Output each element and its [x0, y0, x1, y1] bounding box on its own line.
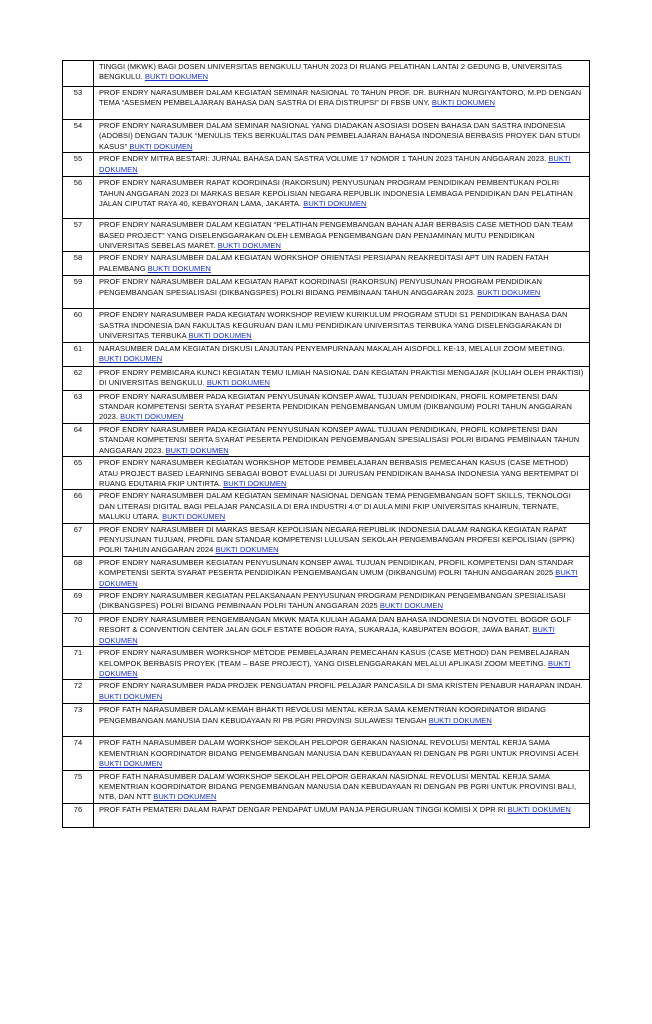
- table-row: [63, 120, 590, 153]
- activity-text: PROF FATH NARASUMBER DALAM WORKSHOP SEKOLAH PELOPOR GERAKAN NASIONAL REVOLUSI MENTAL KERJA SAMA KEMENTRIAN KOORDINATOR BIDANG PENGEMBANGAN MANUSIA DAN KEBUDAYAAN RI DENGAN PB PGRI UNTUK PROVINSI BALI, NTB, DAN NTT: [99, 771, 577, 802]
- bukti-dokumen-link[interactable]: BUKTI DOKUMEN: [99, 625, 555, 645]
- table-row: [63, 589, 590, 613]
- table-row: [63, 309, 590, 342]
- activity-text: PROF FATH NARASUMBER DALAM KEMAH BHAKTI REVOLUSI MENTAL KERJA SAMA KEMENTRIAN KOORDINATOR BIDANG PENGEMBANGAN MANUSIA DAN KEBUDAYAAN RI PB PGRI PROVINSI SULAWESI TENGAH: [99, 705, 546, 725]
- activity-description: [94, 342, 590, 366]
- table-row: [63, 423, 590, 456]
- row-number: 54: [63, 120, 94, 153]
- activity-description: [94, 87, 590, 120]
- activity-description: [94, 737, 590, 770]
- activity-text: PROF ENDRY NARASUMBER DALAM KEGIATAN RAPAT KOORDINASI (RAKORSUN) PENYUSUNAN PROGRAM PENDIDIKAN PENGEMBANGAN SPESIALISASI (DIKBANGSPES) POLRI BIDANG PEMBINAAN TAHUN ANGGARAN 2023.: [99, 277, 542, 297]
- row-number: 68: [63, 556, 94, 589]
- activity-text: PROF ENDRY NARASUMBER RAPAT KOORDINASI (RAKORSUN) PENYUSUNAN PROGRAM PENDIDIKAN PEMBENTUKAN POLRI TAHUN ANGGARAN 2023 DI MARKAS BESAR KEPOLISIAN NEGARA REPUBLIK INDONESIA LEMBAGA PENDIDIKAN DAN PELATIHAN JALAN CIPUTAT RAYA 40, KEBAYORAN LAMA, JAKARTA.: [99, 178, 573, 209]
- activity-description: [94, 704, 590, 737]
- activity-text: PROF ENDRY NARASUMBER PENGEMBANGAN MKWK MATA KULIAH AGAMA DAN BAHASA INDONESIA DI NOVOTEL BOGOR GOLF RESORT & CONVENTION CENTER JALAN GOLF ESTATE BOGOR RAYA, SUKARAJA, KABUPATEN BOGOR, JAWA BARAT.: [99, 614, 572, 635]
- bukti-dokumen-link[interactable]: BUKTI DOKUMEN: [99, 759, 163, 769]
- activity-text: PROF ENDRY NARASUMBER PADA PROJEK PENGUATAN PROFIL PELAJAR PANCASILA DI SMA KRISTEN PENABUR HARAPAN INDAH.: [99, 681, 583, 691]
- table-row: [63, 366, 590, 390]
- bukti-dokumen-link[interactable]: BUKTI DOKUMEN: [165, 445, 229, 455]
- activity-text: PROF ENDRY NARASUMBER DALAM SEMINAR NASIONAL YANG DIADAKAN ASOSIASI DOSEN BAHASA DAN SASTRA INDONESIA (ADOBSI) DENGAN TAJUK “MENULIS TEKS BERKUALITAS DAN PEMBELAJARAN BAHASA INDONESIA BERBASIS PROYEK DAN STUDI KASUS”: [99, 121, 581, 151]
- table-row: [63, 704, 590, 737]
- activity-description: [94, 120, 590, 153]
- table-row: [63, 390, 590, 423]
- activity-description: [94, 647, 590, 680]
- row-number: [63, 61, 94, 87]
- table-row: [63, 177, 590, 219]
- bukti-dokumen-link[interactable]: BUKTI DOKUMEN: [188, 331, 252, 341]
- row-number: 72: [63, 680, 94, 704]
- activity-description: [94, 366, 590, 390]
- activity-text: PROF ENDRY NARASUMBER KEGIATAN WORKSHOP METODE PEMBELAJARAN BERBASIS PEMECAHAN KASUS (CASE METHOD) ATAU PROJECT BASED LEARNING SEBAGAI BOBOT EVALUASI DI JURUSAN PENDIDIKAN BAHASA INDONESIA YANG BERTEMPAT DI RUANG EDUTARIA FKIP UNTIRTA.: [99, 458, 579, 488]
- table-row: [63, 490, 590, 523]
- activity-text: PROF ENDRY NARASUMBER DALAM KEGIATAN SEMINAR NASIONAL 70 TAHUN PROF. DR. BURHAN NURGIYANTORO, M.PD DENGAN TEMA “ASESMEN PEMBELAJARAN BAHASA DAN SASTRA DI ERA DISTRUPSI” DI FBSB UNY.: [99, 88, 582, 108]
- row-number: 57: [63, 219, 94, 252]
- bukti-dokumen-link[interactable]: BUKTI DOKUMEN: [507, 804, 571, 814]
- row-number: 53: [63, 87, 94, 120]
- table-row: [63, 276, 590, 309]
- table-row: [63, 613, 590, 646]
- table-row: [63, 647, 590, 680]
- table-row: [63, 770, 590, 803]
- row-number: 55: [63, 153, 94, 177]
- bukti-dokumen-link[interactable]: BUKTI DOKUMEN: [99, 658, 571, 678]
- row-number: 66: [63, 490, 94, 523]
- activity-description: [94, 423, 590, 456]
- activity-description: [94, 803, 590, 827]
- activity-text: PROF ENDRY NARASUMBER PADA KEGIATAN PENYUSUNAN KONSEP AWAL TUJUAN PENDIDIKAN, PROFIL KOMPETENSI DAN STANDAR KOMPETENSI SERTA SYARAT PESERTA PENDIDIKAN PENGEMBANGAN UMUM (DIKBANGUM) POLRI TAHUN ANGGARAN 2023.: [99, 391, 572, 422]
- bukti-dokumen-link[interactable]: BUKTI DOKUMEN: [477, 287, 541, 297]
- table-row: [63, 252, 590, 276]
- activity-text: NARASUMBER DALAM KEGIATAN DISKUSI LANJUTAN PENYEMPURNAAN MAKALAH AISOFOLL KE-13, MELALUI ZOOM MEETING.: [99, 343, 565, 353]
- activity-text: PROF ENDRY NARASUMBER DI MARKAS BESAR KEPOLISIAN NEGARA REPUBLIK INDONESIA DALAM RANGKA KEGIATAN RAPAT PENYUSUNAN TUJUAN, PROFIL DAN STANDAR KOMPETENSI LULUSAN SEKOLAH PENGEMBANGAN PROFESI KEPOLISIAN (SPPK) POLRI TAHUN ANGGARAN 2024: [99, 524, 575, 555]
- activity-text: PROF ENDRY NARASUMBER WORKSHOP METODE PEMBELAJARAN PEMECAHAN KASUS (CASE METHOD) DAN PEMBELAJARAN KELOMPOK BERBASIS PROYEK (TEAM – BASE PROJECT), YANG DISELENGGARAKAN MELALUI APLIKASI ZOOM MEETING.: [99, 648, 570, 668]
- bukti-dokumen-link[interactable]: BUKTI DOKUMEN: [431, 98, 496, 108]
- bukti-dokumen-link[interactable]: BUKTI DOKUMEN: [99, 154, 571, 174]
- activity-text: PROF ENDRY NARASUMBER DALAM KEGIATAN “PELATIHAN PENGEMBANGAN BAHAN AJAR BERBASIS CASE METHOD DAN TEAM BASED PROJECT” YANG DISELENGGARAKAN OLEH LEMBAGA PENGEMBANGAN DAN PENJAMINAN MUTU PENDIDIKAN UNIVERSITAS SEBELAS MARET.: [99, 220, 573, 251]
- bukti-dokumen-link[interactable]: BUKTI DOKUMEN: [215, 545, 279, 555]
- row-number: 76: [63, 803, 94, 827]
- table-row: [63, 556, 590, 589]
- table-row: [63, 737, 590, 770]
- row-number: 62: [63, 366, 94, 390]
- bukti-dokumen-link[interactable]: BUKTI DOKUMEN: [99, 691, 163, 701]
- activity-description: [94, 219, 590, 252]
- activity-description: [94, 309, 590, 342]
- bukti-dokumen-link[interactable]: BUKTI DOKUMEN: [120, 412, 184, 422]
- table-row: [63, 523, 590, 556]
- table-body: [63, 61, 590, 828]
- bukti-dokumen-link[interactable]: BUKTI DOKUMEN: [223, 478, 287, 488]
- row-number: 69: [63, 589, 94, 613]
- activity-text: PROF ENDRY NARASUMBER PADA KEGIATAN WORKSHOP REVIEW KURIKULUM PROGRAM STUDI S1 PENDIDIKAN BAHASA DAN SASTRA INDONESIA DAN FAKULTAS KEGURUAN DAN ILMU PENDIDIKAN UNIVERSITAS TERBUKA YANG DISELENGGARAKAN DI UNIVERSITAS TERBUKA: [99, 310, 568, 341]
- activity-text: PROF FATH PEMATERI DALAM RAPAT DENGAR PENDAPAT UMUM PANJA PERGURUAN TINGGI KOMISI X DPR RI: [99, 804, 508, 814]
- bukti-dokumen-link[interactable]: BUKTI DOKUMEN: [162, 512, 226, 522]
- table-row: [63, 342, 590, 366]
- row-number: 61: [63, 342, 94, 366]
- activity-description: [94, 177, 590, 219]
- activity-description: [94, 457, 590, 490]
- bukti-dokumen-link[interactable]: BUKTI DOKUMEN: [217, 241, 281, 251]
- table-row: [63, 219, 590, 252]
- row-number: 73: [63, 704, 94, 737]
- bukti-dokumen-link[interactable]: BUKTI DOKUMEN: [303, 199, 367, 209]
- activity-text: PROF ENDRY PEMBICARA KUNCI KEGIATAN TEMU ILMIAH NASIONAL DAN KEGIATAN PRAKTISI MENGAJAR (KULIAH OLEH PRAKTISI) DI UNIVERSITAS BENGKULU.: [99, 367, 584, 388]
- bukti-dokumen-link[interactable]: BUKTI DOKUMEN: [153, 792, 217, 802]
- activity-description: [94, 556, 590, 589]
- activity-text: PROF ENDRY MITRA BESTARI: JURNAL BAHASA DAN SASTRA VOLUME 17 NOMOR 1 TAHUN 2023 TAHUN ANGGARAN 2023.: [99, 154, 549, 164]
- activity-description: [94, 589, 590, 613]
- bukti-dokumen-link[interactable]: BUKTI DOKUMEN: [99, 568, 578, 588]
- bukti-dokumen-link[interactable]: BUKTI DOKUMEN: [129, 141, 193, 151]
- bukti-dokumen-link[interactable]: BUKTI DOKUMEN: [99, 354, 163, 364]
- activity-description: [94, 613, 590, 646]
- activity-description: [94, 523, 590, 556]
- row-number: 64: [63, 423, 94, 456]
- activity-text: PROF ENDRY NARASUMBER DALAM KEGIATAN WORKSHOP ORIENTASI PERSIAPAN REAKREDITASI APT UIN RADEN FATAH PALEMBANG: [99, 253, 549, 273]
- activity-description: [94, 490, 590, 523]
- row-number: 74: [63, 737, 94, 770]
- row-number: 67: [63, 523, 94, 556]
- table-row: [63, 680, 590, 704]
- row-number: 60: [63, 309, 94, 342]
- row-number: 58: [63, 252, 94, 276]
- activity-description: [94, 61, 590, 87]
- row-number: 70: [63, 613, 94, 646]
- row-number: 71: [63, 647, 94, 680]
- table-row: [63, 153, 590, 177]
- activity-text: PROF ENDRY NARASUMBER DALAM KEGIATAN SEMINAR NASIONAL DENGAN TEMA PENGEMBANGAN SOFT SKILLS, TEKNOLOGI DAN LITERASI DIGITAL BAGI PELAJAR PANCASILA DI ERA INDUSTRI 4.0” DI AULA MINI FKIP UNIVERSITAS KHAIRUN, TERNATE, MALUKU UTARA.: [99, 491, 571, 522]
- activity-description: [94, 770, 590, 803]
- row-number: 63: [63, 390, 94, 423]
- activity-text: PROF FATH NARASUMBER DALAM WORKSHOP SEKOLAH PELOPOR GERAKAN NASIONAL REVOLUSI MENTAL KERJA SAMA KEMENTRIAN KOORDINATOR BIDANG PENGEMBANGAN MANUSIA DAN KEBUDAYAAN RI DENGAN PB PGRI UNTUK PROVINSI ACEH: [99, 738, 579, 758]
- table-row: [63, 803, 590, 827]
- row-number: 75: [63, 770, 94, 803]
- row-number: 59: [63, 276, 94, 309]
- row-number: 56: [63, 177, 94, 219]
- activity-text: PROF ENDRY NARASUMBER PADA KEGIATAN PENYUSUNAN KONSEP AWAL TUJUAN PENDIDIKAN, PROFIL KOMPETENSI DAN STANDAR KOMPETENSI SERTA SYARAT PESERTA PENDIDIKAN PENGEMBANGAN SPESIALISASI POLRI BIDANG PEMBINAAN TAHUN ANGGARAN 2023.: [99, 424, 580, 455]
- table-row: [63, 87, 590, 120]
- bukti-dokumen-link[interactable]: BUKTI DOKUMEN: [144, 72, 209, 82]
- table-row: [63, 457, 590, 490]
- activity-description: [94, 390, 590, 423]
- table-row: [63, 61, 590, 87]
- bukti-dokumen-link[interactable]: BUKTI DOKUMEN: [379, 601, 444, 611]
- row-number: 65: [63, 457, 94, 490]
- bukti-dokumen-link[interactable]: BUKTI DOKUMEN: [428, 715, 492, 725]
- activity-description: [94, 680, 590, 704]
- activity-description: [94, 252, 590, 276]
- bukti-dokumen-link[interactable]: BUKTI DOKUMEN: [206, 378, 270, 388]
- activity-description: [94, 153, 590, 177]
- activity-text: TINGGI (MKWK) BAGI DOSEN UNIVERSITAS BENGKULU TAHUN 2023 DI RUANG PELATIHAN LANTAI 2 GEDUNG B, UNIVERSITAS BENGKULU.: [99, 62, 562, 82]
- activities-table: [62, 60, 590, 828]
- activity-text: PROF ENDRY NARASUMBER KEGIATAN PELAKSANAAN PENYUSUNAN PROGRAM PENDIDIKAN PENGEMBANGAN SPESIALISASI (DIKBANGSPES) POLRI BIDANG PEMBINAAN POLRI TAHUN ANGGARAN 2025: [99, 590, 566, 611]
- bukti-dokumen-link[interactable]: BUKTI DOKUMEN: [147, 263, 211, 273]
- activity-description: [94, 276, 590, 309]
- activity-text: PROF ENDRY NARASUMBER KEGIATAN PENYUSUNAN KONSEP AWAL TUJUAN PENDIDIKAN, PROFIL KOMPETENSI DAN STANDAR KOMPETENSI SERTA SYARAT PESERTA PENDIDIKAN PENGEMBANGAN UMUM (DIKBANGUM) POLRI TAHUN ANGGARAN 2025: [99, 557, 574, 578]
